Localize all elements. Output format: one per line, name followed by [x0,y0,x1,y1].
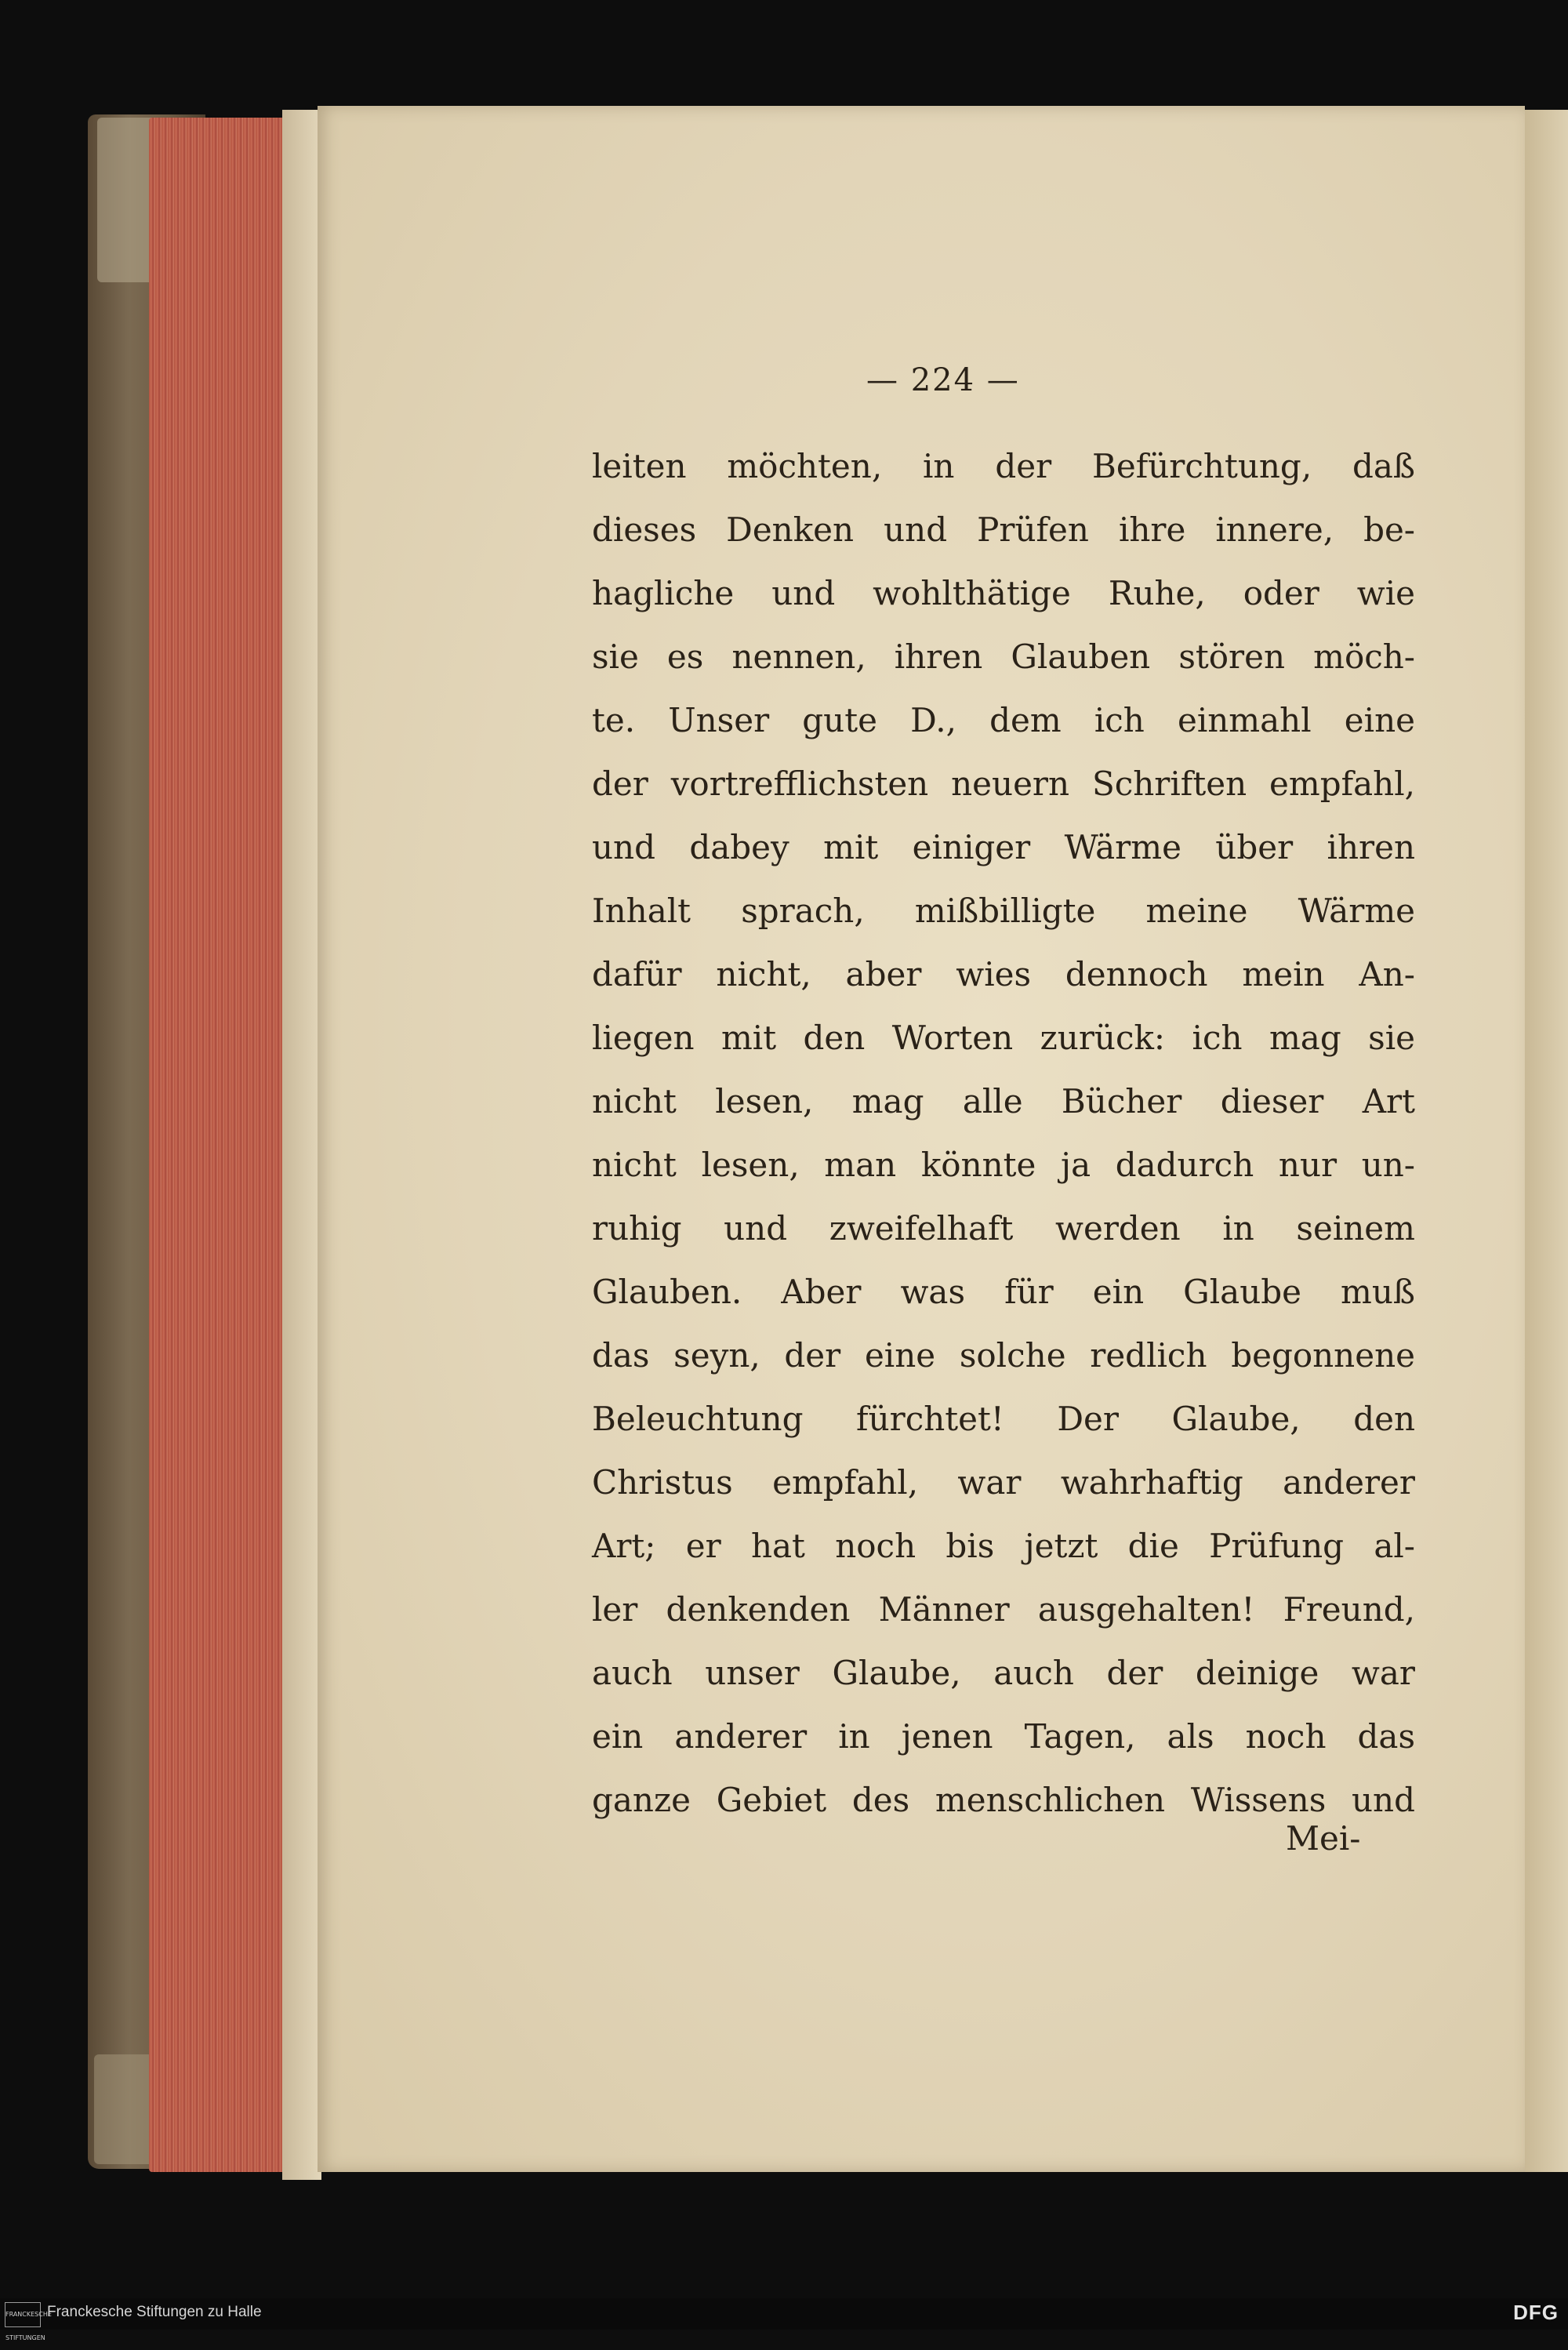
institution-logo-icon: FRANCKESCHE STIFTUNGEN [5,2302,41,2327]
institution-name: Franckesche Stiftungen zu Halle [47,2304,262,2320]
facing-page-edge [1525,110,1568,2172]
text-line: das seyn, der eine solche redlich begonnene [592,1336,1415,1375]
page-number: — 224 — [866,362,1020,398]
text-line: liegen mit den Worten zurück: ich mag sie [592,1019,1415,1057]
book-page [318,106,1525,2172]
text-line: dafür nicht, aber wies dennoch mein An- [592,955,1415,993]
catchword: Mei- [1286,1819,1361,1858]
text-line: te. Unser gute D., dem ich einmahl eine [592,701,1415,739]
page-edges [149,118,298,2172]
text-line: Glauben. Aber was für ein Glaube muß [592,1273,1415,1311]
text-line: nicht lesen, man könnte ja dadurch nur un- [592,1146,1415,1184]
text-line: dieses Denken und Prüfen ihre innere, be- [592,510,1415,549]
text-line: ganze Gebiet des menschlichen Wissens und [592,1781,1415,1819]
text-line: Beleuchtung fürchtet! Der Glaube, den [592,1400,1415,1438]
text-line: Inhalt sprach, mißbilligte meine Wärme [592,892,1415,930]
cover-wear-bottom [94,2054,157,2164]
funder-logo: DFG [1513,2301,1559,2324]
page-gutter [282,110,321,2180]
text-line: Christus empfahl, war wahrhaftig anderer [592,1463,1415,1502]
text-line: und dabey mit einiger Wärme über ihren [592,828,1415,866]
text-line: ruhig und zweifelhaft werden in seinem [592,1209,1415,1248]
text-line: Art; er hat noch bis jetzt die Prüfung al- [592,1527,1415,1565]
text-line: sie es nennen, ihren Glauben stören möch- [592,637,1415,676]
text-line: ein anderer in jenen Tagen, als noch das [592,1717,1415,1756]
text-line: auch unser Glaube, auch der deinige war [592,1654,1415,1692]
text-line: hagliche und wohlthätige Ruhe, oder wie [592,574,1415,612]
text-line: nicht lesen, mag alle Bücher dieser Art [592,1082,1415,1121]
text-line: der vortrefflichsten neuern Schriften empfahl, [592,765,1415,803]
text-line: ler denkenden Männer ausgehalten! Freund, [592,1590,1415,1629]
text-line: leiten möchten, in der Befürchtung, daß [592,447,1415,485]
